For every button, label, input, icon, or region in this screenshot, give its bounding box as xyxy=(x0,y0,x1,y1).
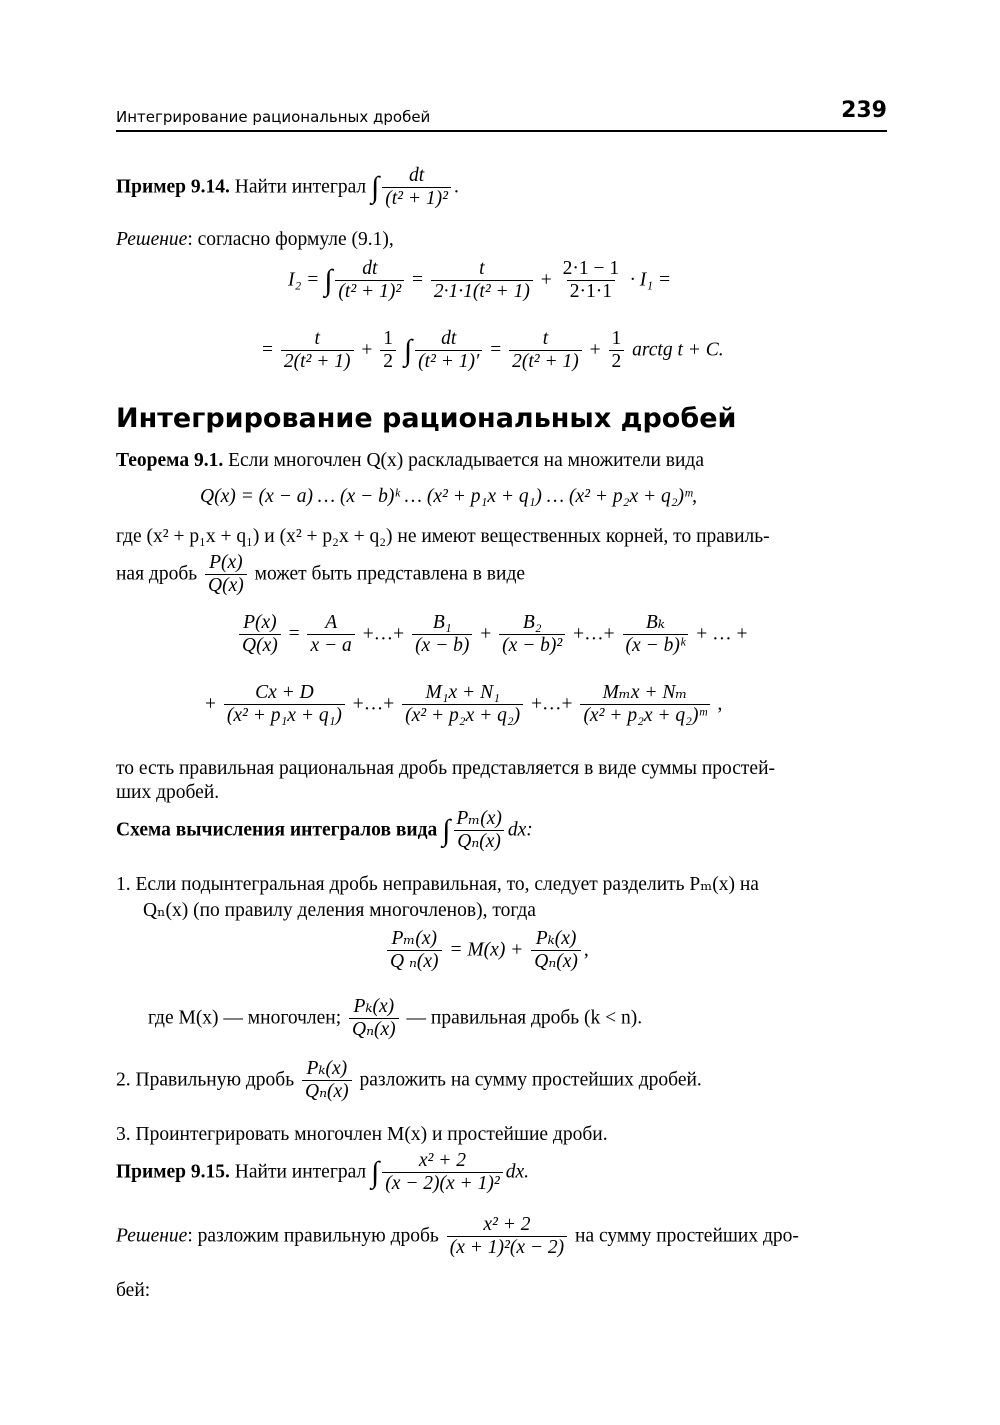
factorization-formula: Q(x) = (x − a) … (x − b)ᵏ … (x² + p₁x + q₁) … (x² + p₂x + q₂)ᵐ, xyxy=(200,486,698,507)
theorem-text-2: где (x² + p₁x + q₁) и (x² + p₂x + q₂) не имеют вещественных корней, то правиль- xyxy=(116,526,770,547)
theorem-text: Если многочлен Q(x) раскладывается на множители вида xyxy=(228,450,704,471)
equation-i2-line1: I₂ = ∫ $\frac{dt}{\text{(t² + 1)²}}$ = $\frac{t}{\text{2·1·1(t² + 1)}}$ + $\frac{2\cdot 1 - 1}{2\cdot 1\cdot 1}$ · I₁ = xyxy=(288,258,672,303)
theorem-9-1 xyxy=(116,450,704,472)
page-header xyxy=(116,98,887,132)
scheme-step3: 3. Проинтегрировать многочлен M(x) и простейшие дроби. xyxy=(116,1124,608,1145)
scheme-step1-a: 1. Если подынтегральная дробь неправильная, то, следует разделить Pₘ(x) на xyxy=(116,874,759,895)
running-title: Интегрирование рациональных дробей xyxy=(116,108,431,126)
scheme-step1-where: где M(x) — многочлен; $\frac{\text{Pₖ(x)}}{\text{Qₙ(x)}}$ — правильная дробь (k < n). xyxy=(148,996,643,1041)
integral-sign-icon: ∫ xyxy=(371,170,380,204)
page-number: 239 xyxy=(841,98,887,123)
scheme-step1-equation: $\frac{\text{Pₘ(x)}}{\text{Q ₙ(x)}}$ = M(x) + $\frac{\text{Pₖ(x)}}{\text{Qₙ(x)}}$ , xyxy=(384,928,589,974)
scheme-step1-b: Qₙ(x) (по правилу деления многочленов), тогда xyxy=(143,900,536,921)
theorem-conclusion-1: то есть правильная рациональная дробь представляется в виде суммы простей- xyxy=(116,758,776,779)
solution-label: Решение xyxy=(116,229,188,250)
section-title: Интегрирование рациональных дробей xyxy=(116,403,737,434)
solution-9-15: Решение: разложим правильную дробь $\frac{\text{x² + 2}}{\text{(x + 1)²(x − 2)}}$ на сумму простейших дро- xyxy=(116,1214,799,1259)
scheme-title: Схема вычисления интегралов вида ∫ $\frac{\text{Pₘ(x)}}{\text{Qₙ(x)}}$ dx: xyxy=(116,808,533,853)
scheme-step2: 2. Правильную дробь $\frac{\text{Pₖ(x)}}{\text{Qₙ(x)}}$ разложить на сумму простейших дробей. xyxy=(116,1058,702,1103)
expansion-line1: $\frac{P(x)}{Q(x)}$ = $\frac{A}{x - a}$ +…+ $\frac{\text{B₁}}{(x - b)}$ + $\frac{\text{B₂}}{\text{(x − b)²}}$ +…+ $\frac{\text{Bₖ}}{\text{(x − b)ᵏ}}$ + … + xyxy=(236,612,747,658)
fraction: $\frac{dt}{\text{(t² + 1)²}}$ xyxy=(382,165,451,211)
expansion-line2: + $\frac{Cx + D}{\text{(x² + p₁x + q₁)}}$ +…+ $\frac{\text{M₁x + N₁}}{\text{(x² + p₂x + q₂)}}$ +…+ $\frac{\text{Mₘx + Nₘ}}{\text{(x² + p₂x + q₂)ᵐ}}$ , xyxy=(205,682,723,727)
example-text: Найти интеграл xyxy=(234,176,367,198)
solution-9-14-intro xyxy=(116,229,394,251)
equation-i2-line2: = $\frac{t}{\text{2(t² + 1)}}$ + $\frac{1}{2}$ ∫ $\frac{dt}{\text{(t² + 1)′}}$ = $\frac{t}{\text{2(t² + 1)}}$ + $\frac{1}{2}$ arctg t + C. xyxy=(262,328,724,373)
theorem-text-3: ная дробь $\frac{P(x)}{Q(x)}$ может быть представлена в виде xyxy=(116,552,526,597)
solution-text: : согласно формуле (9.1), xyxy=(187,229,394,250)
example-label: Пример 9.14. xyxy=(116,176,230,198)
theorem-label: Теорема 9.1. xyxy=(116,450,224,471)
example-9-14: Пример 9.14. Найти интеграл ∫ $\frac{dt}{\text{(t² + 1)²}}$ . xyxy=(116,165,459,210)
theorem-conclusion-2: ших дробей. xyxy=(116,782,220,803)
example-9-15: Пример 9.15. Найти интеграл ∫ $\frac{\text{x² + 2}}{\text{(x − 2)(x + 1)²}}$ dx. xyxy=(116,1150,529,1195)
solution-9-15-end: бей: xyxy=(116,1280,151,1301)
